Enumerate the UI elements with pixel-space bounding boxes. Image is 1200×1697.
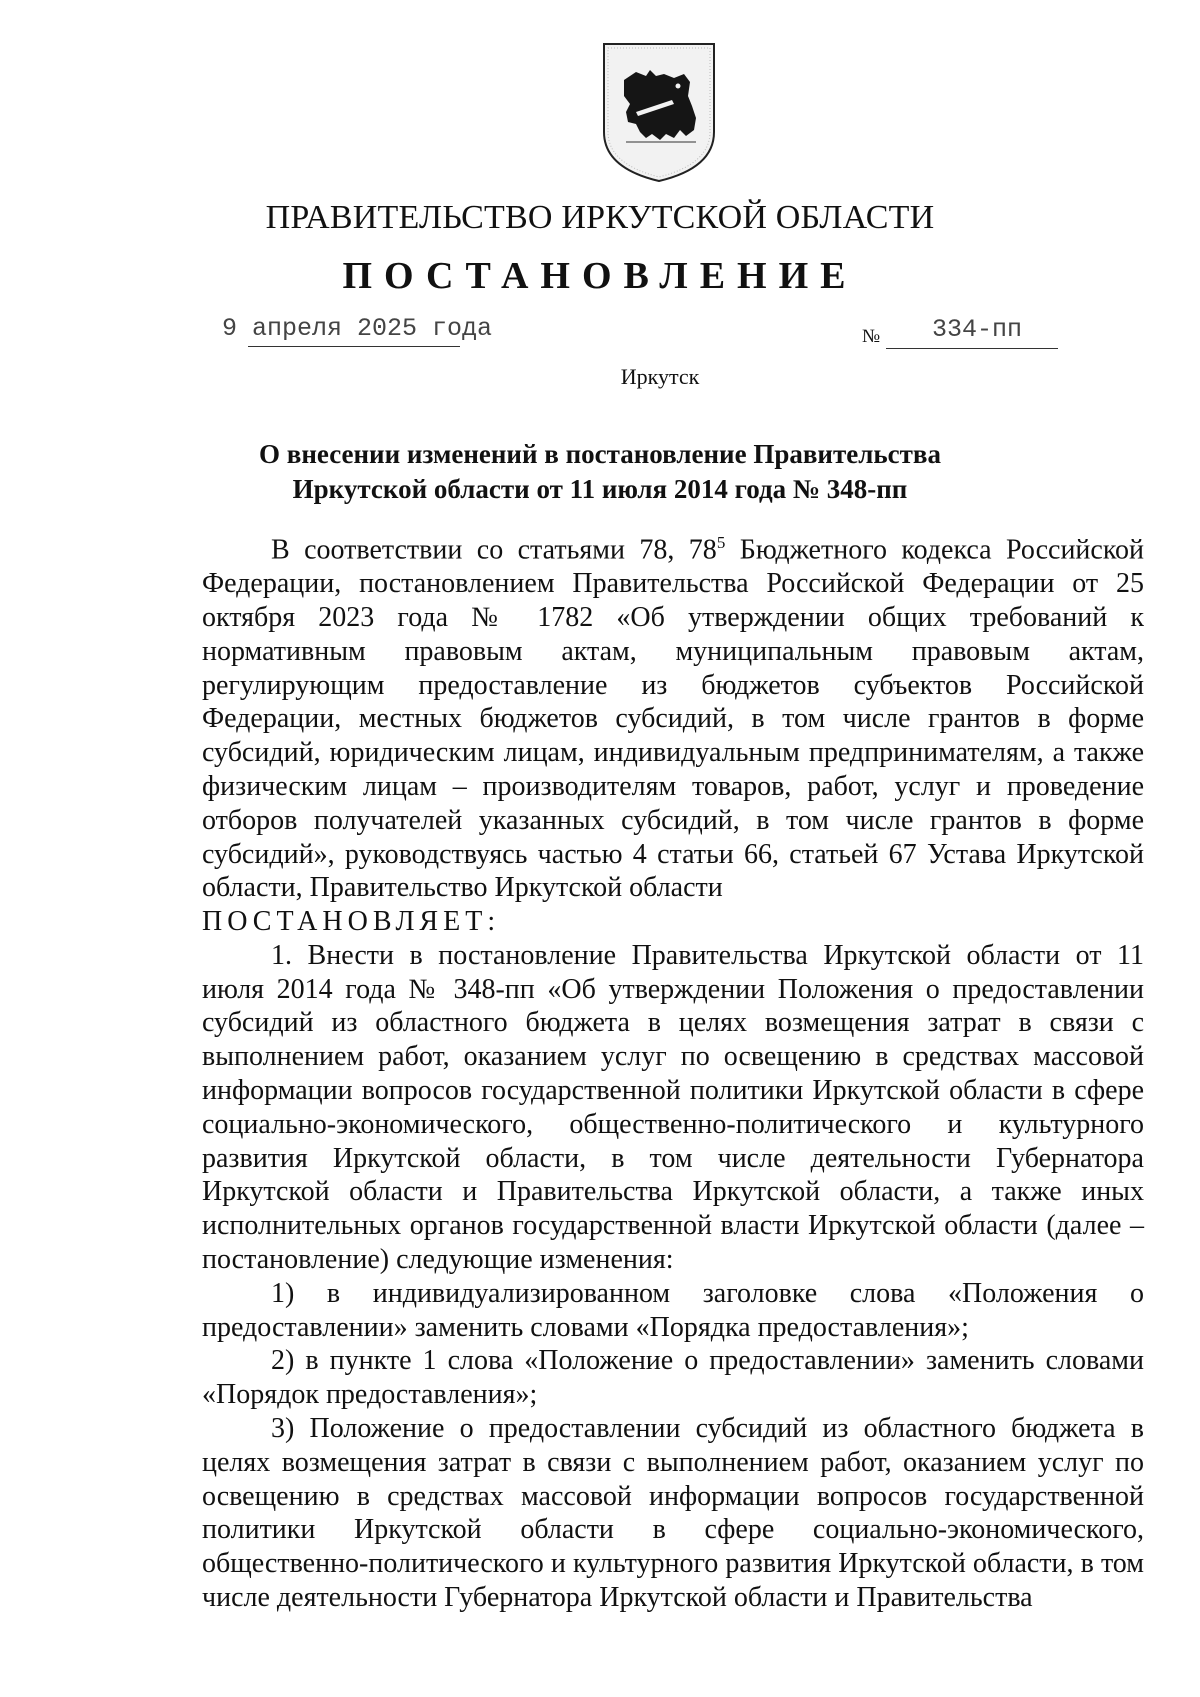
date-underline xyxy=(248,346,460,347)
title-line-1: О внесении изменений в постановление Правительства xyxy=(259,439,941,469)
subitem-1-paragraph: 1) в индивидуализированном заголовке слова «Положения о предоставлении» заменить словами «Порядка предоставления»; xyxy=(202,1277,1144,1343)
decree-word: ПОСТАНОВЛЯЕТ: xyxy=(202,906,501,938)
number-underline xyxy=(886,348,1058,349)
subitem-2-paragraph: 2) в пункте 1 слова «Положение о предоставлении» заменить словами «Порядок предоставления»; xyxy=(202,1345,1144,1411)
babr-icon xyxy=(600,40,718,185)
document-type: ПОСТАНОВЛЕНИЕ xyxy=(342,255,858,297)
number-sign: № xyxy=(862,326,881,347)
document-number: 334-пп xyxy=(932,315,1023,344)
item-1-paragraph: 1. Внести в постановление Правительства Иркутской области от 11 июля 2014 года № 348-пп «Об утверждении Положения о предоставлении субсидий из областного бюджета в целях возмещения затрат в связи с выполнением работ, оказанием услуг по освещению в средствах массовой информации вопросов государственной политики Иркутской области в сфере социально-экономического, общественно-политического и культурного развития Иркутской области, в том числе деятельности Губернатора Иркутской области и Правительства Иркутской области, а также иных исполнительных органов государственной власти Иркутской области (далее – постановление) следующие изменения: xyxy=(202,939,1144,1276)
document-city: Иркутск xyxy=(620,364,700,389)
title-line-2: Иркутской области от 11 июля 2014 года № 348-пп xyxy=(292,474,908,504)
government-name: ПРАВИТЕЛЬСТВО ИРКУТСКОЙ ОБЛАСТИ xyxy=(265,199,935,236)
document-body xyxy=(202,526,1144,1615)
document-title xyxy=(200,437,1000,507)
preamble-paragraph xyxy=(202,526,1144,905)
coat-of-arms-emblem xyxy=(600,40,718,185)
article-superscript: 5 xyxy=(716,533,726,552)
subitem-3-paragraph: 3) Положение о предоставлении субсидий из областного бюджета в целях возмещения затрат в связи с выполнением работ, оказанием услуг по освещению в средствах массовой информации вопросов государственной политики Иркутской области в сфере социально-экономического, общественно-политического и культурного развития Иркутской области, в том числе деятельности Губернатора Иркутской области и Правительства xyxy=(202,1413,1144,1614)
preamble-text-end: Бюджетного кодекса Российской Федерации, постановлением Правительства Российской Федерации от 25 октября 2023 года № 1782 «Об утверждении общих требований к нормативным правовым актам, муниципальным правовым актам, регулирующим предоставление из бюджетов субъектов Российской Федерации, местных бюджетов субсидий, в том числе грантов в форме субсидий, юридическим лицам, индивидуальным предпринимателям, а также физическим лицам – производителям товаров, работ, услуг и проведение отборов получателей указанных субсидий, в том числе грантов в форме субсидий», руководствуясь частью 4 статьи 66, статьей 67 Устава Иркутской области, Правительство Иркутской области xyxy=(202,534,1144,904)
document-date: 9 апреля 2025 года xyxy=(222,314,493,343)
preamble-text-start: В соответствии со статьями 78, 78 xyxy=(271,534,717,566)
